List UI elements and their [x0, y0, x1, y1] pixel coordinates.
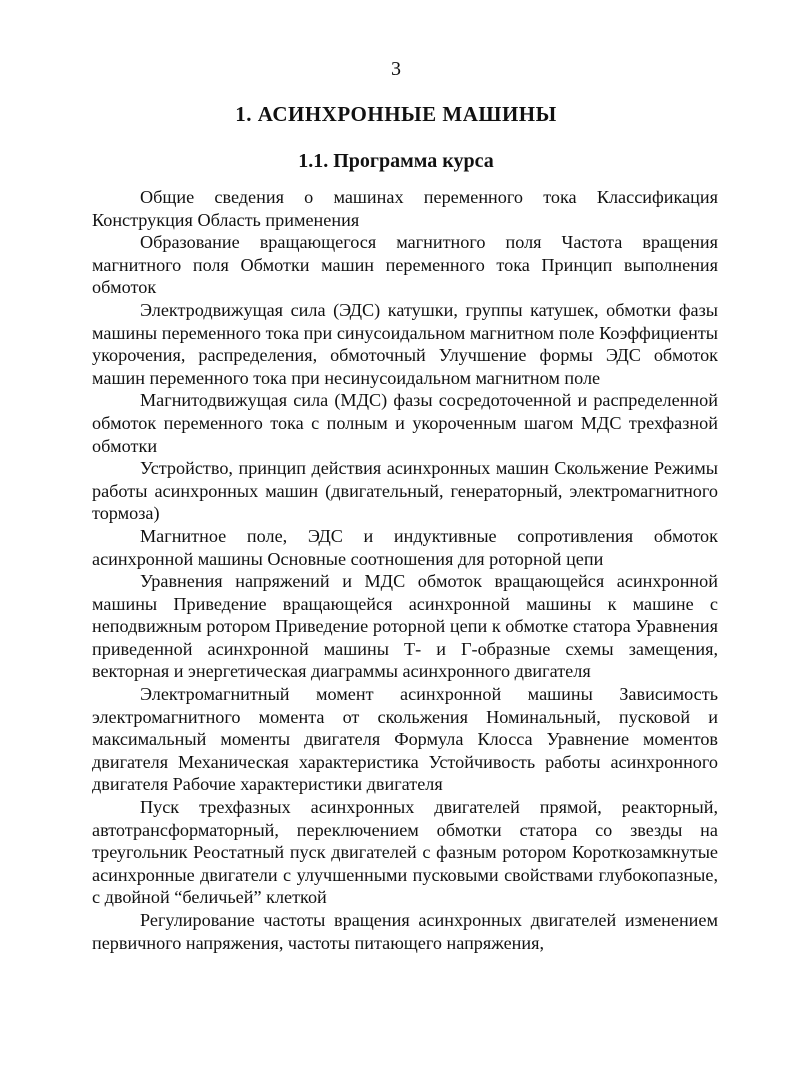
paragraph: Устройство, принцип действия асинхронных машин Скольжение Режимы работы асинхронных машин (двигательный, генераторный, электромагнитного тормоза) — [92, 458, 718, 524]
paragraph: Регулирование частоты вращения асинхронных двигателей изменением первичного напряжения, частоты питающего напряжения, — [92, 910, 718, 953]
paragraph: Уравнения напряжений и МДС обмоток вращающейся асинхронной машины Приведение вращающейся асинхронной машины к машине с неподвижным ротором Приведение роторной цепи к обмотке статора Уравнения приведенной асинхронной машины Т- и Г-образные схемы замещения, векторная и энергетическая диаграммы асинхронного двигателя — [92, 571, 718, 682]
chapter-title: 1. АСИНХРОННЫЕ МАШИНЫ — [235, 102, 557, 126]
paragraph: Образование вращающегося магнитного поля Частота вращения магнитного поля Обмотки машин переменного тока Принцип выполнения обмоток — [92, 232, 718, 298]
paragraph: Магнитодвижущая сила (МДС) фазы сосредоточенной и распределенной обмоток переменного тока с полным и укороченным шагом МДС трехфазной обмотки — [92, 390, 718, 456]
paragraph: Общие сведения о машинах переменного тока Классификация Конструкция Область применения — [92, 187, 718, 230]
paragraph: Электромагнитный момент асинхронной машины Зависимость электромагнитного момента от скольжения Номинальный, пусковой и максимальный моменты двигателя Формула Клосса Уравнение моментов двигателя Механическая характеристика Устойчивость работы асинхронного двигателя Рабочие характеристики двигателя — [92, 684, 718, 795]
paragraph: Магнитное поле, ЭДС и индуктивные сопротивления обмоток асинхронной машины Основные соотношения для роторной цепи — [92, 525, 718, 569]
body-text — [92, 186, 718, 954]
page-number: 3 — [391, 58, 401, 80]
paragraph: Электродвижущая сила (ЭДС) катушки, группы катушек, обмотки фазы машины переменного тока при синусоидальном магнитном поле Коэффициенты укорочения, распределения, обмоточный Улучшение формы ЭДС обмоток машин переменного тока при несинусоидальном магнитном поле — [92, 299, 718, 388]
paragraph: Пуск трехфазных асинхронных двигателей прямой, реакторный, автотрансформаторный, переключением обмотки статора со звезды на треугольник Реостатный пуск двигателей с фазным ротором Короткозамкнутые асинхронные двигатели с улучшенными пусковыми свойствами глубокопазные, с двойной “беличьей” клеткой — [92, 797, 718, 908]
section-title: 1.1. Программа курса — [298, 150, 494, 172]
